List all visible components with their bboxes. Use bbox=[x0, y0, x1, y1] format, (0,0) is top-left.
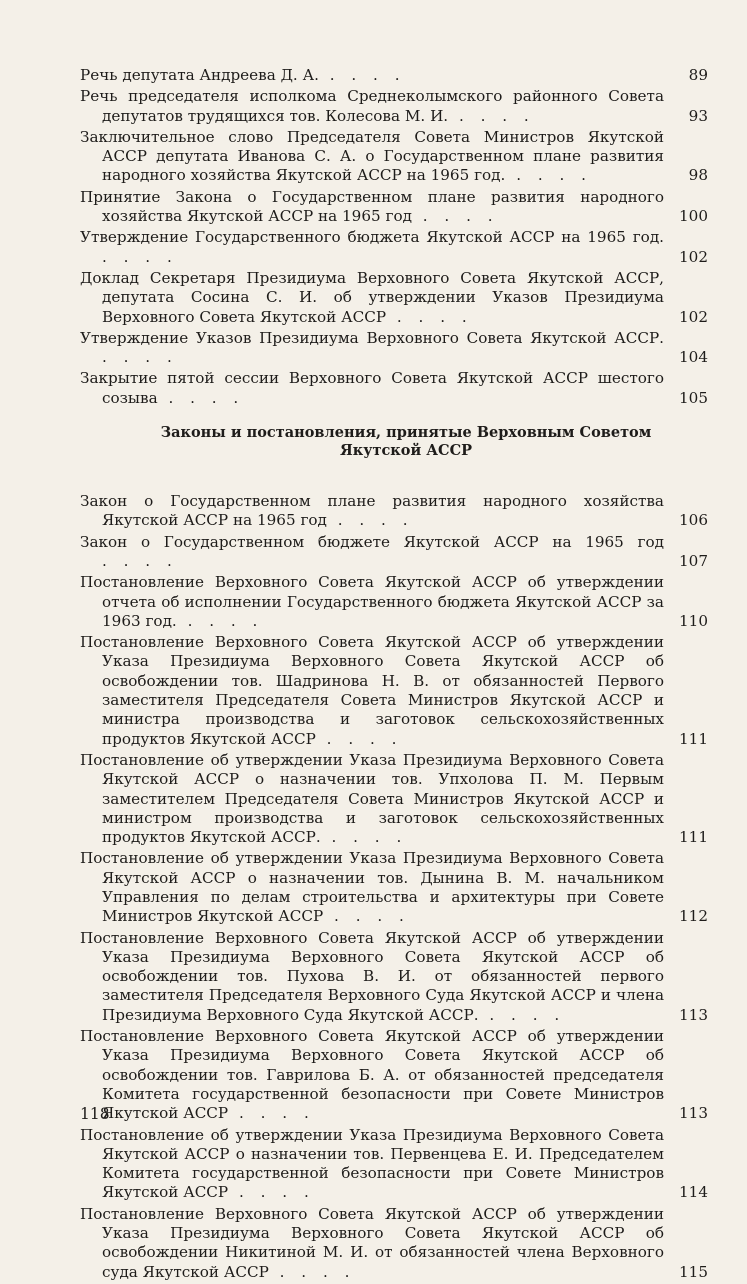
toc-entry bbox=[80, 66, 712, 85]
toc-entry bbox=[80, 1126, 712, 1203]
toc-entry bbox=[80, 188, 712, 227]
table-of-contents bbox=[80, 66, 712, 1284]
toc-entry-title: Постановление об утверждении Указа Президиума Верховного Совета Якутской АССР о назначении тов. Первенцева Е. И. Председателем Комитета государственной безопасности при Совете Министров Якутской АССР bbox=[80, 1125, 664, 1202]
toc-entry-page: 111 bbox=[679, 729, 708, 748]
toc-entry-title: Доклад Секретаря Президиума Верховного Совета Якутской АССР, депутата Сосина С. И. об утверждении Указов Президиума Верховного Совета Якутской АССР bbox=[80, 268, 664, 326]
dot-leader: . . . . bbox=[505, 166, 592, 185]
dot-leader: . . . . bbox=[326, 511, 414, 530]
toc-entry-page: 93 bbox=[688, 106, 708, 125]
toc-entry-page: 115 bbox=[679, 1262, 708, 1281]
toc-entry-page: 107 bbox=[679, 551, 708, 570]
toc-entry-title: Заключительное слово Председателя Совета Министров Якутской АССР депутата Иванова С. А. о Государственном плане развития народного хозяйства Якутской АССР на 1965 год. bbox=[80, 127, 664, 185]
dot-leader: . . . . bbox=[315, 729, 403, 748]
toc-entry-page: 102 bbox=[679, 247, 708, 266]
dot-leader: . . . . bbox=[320, 828, 408, 847]
dot-leader: . . . . bbox=[411, 207, 499, 226]
toc-entry-title: Речь председателя исполкома Среднеколымского районного Совета депутатов трудящихся тов. Колесова М. И. bbox=[80, 87, 664, 125]
toc-entry bbox=[80, 228, 712, 267]
toc-entry-title: Принятие Закона о Государственном плане развития народного хозяйства Якутской АССР на 1965 год bbox=[80, 187, 664, 226]
toc-entry-title: Закон о Государственном плане развития народного хозяйства Якутской АССР на 1965 год bbox=[80, 492, 664, 530]
toc-entry bbox=[80, 1027, 712, 1123]
page-number: 118 bbox=[80, 1105, 110, 1123]
toc-entry-page: 113 bbox=[679, 1104, 708, 1123]
dot-leader: . . . . bbox=[448, 106, 535, 125]
toc-entry bbox=[80, 329, 712, 368]
toc-entry bbox=[80, 533, 712, 572]
toc-entry bbox=[80, 492, 712, 531]
toc-entry-title: Утверждение Указов Президиума Верховного Совета Якутской АССР. bbox=[80, 328, 664, 347]
toc-entry-title: Постановление Верховного Совета Якутской АССР об утверждении Указа Президиума Верховного Совета Якутской АССР об освобождении тов. Шадринова Н. В. от обязанностей Первого заместителя Председателя Совета Министров Якутской АССР и министра производства и заготовок сельскохозяйственных продуктов Якутской АССР bbox=[80, 633, 664, 748]
toc-entry bbox=[80, 1205, 712, 1282]
toc-entry-page: 100 bbox=[679, 207, 708, 226]
toc-entry-title: Закон о Государственном бюджете Якутской АССР на 1965 год bbox=[80, 532, 664, 551]
toc-entry-page: 114 bbox=[679, 1183, 708, 1202]
toc-entry bbox=[80, 128, 712, 186]
dot-leader: . . . . bbox=[157, 388, 245, 407]
toc-entry-page: 102 bbox=[679, 307, 708, 326]
dot-leader: . . . . bbox=[102, 247, 178, 266]
toc-entry-title: Постановление Верховного Совета Якутской АССР об утверждении Указа Президиума Верховного Совета Якутской АССР об освобождении тов. Гаврилова Б. А. от обязанностей председателя Комитета государственной безопасности при Совете Министров Якутской АССР bbox=[80, 1027, 664, 1123]
toc-entry-page: 105 bbox=[679, 388, 708, 407]
toc-entry bbox=[80, 849, 712, 926]
toc-entry bbox=[80, 369, 712, 408]
toc-entry bbox=[80, 929, 712, 1025]
toc-entry-title: Постановление Верховного Совета Якутской АССР об утверждении Указа Президиума Верховного Совета Якутской АССР об освобождении тов. Пухова В. И. от обязанностей первого заместителя Председателя Верховного Суда Якутской АССР и члена Президиума Верховного Суда Якутской АССР. bbox=[80, 928, 664, 1024]
toc-entry bbox=[80, 269, 712, 327]
toc-list-proceedings bbox=[80, 66, 712, 408]
dot-leader: . . . . bbox=[102, 551, 178, 570]
toc-entry-title: Постановление об утверждении Указа Президиума Верховного Совета Якутской АССР о назначении тов. Упхолова П. М. Первым заместителем Председателя Совета Министров Якутской АССР и министром производства и заготовок сельскохозяйственных продуктов Якутской АССР. bbox=[80, 750, 664, 847]
toc-entry-page: 111 bbox=[679, 828, 708, 847]
toc-entry-title: Утверждение Государственного бюджета Якутской АССР на 1965 год. bbox=[80, 228, 664, 247]
toc-entry bbox=[80, 87, 712, 126]
dot-leader: . . . . bbox=[323, 907, 410, 926]
dot-leader: . . . . bbox=[228, 1104, 315, 1123]
toc-list-laws bbox=[80, 492, 712, 1282]
toc-entry-title: Постановление Верховного Совета Якутской АССР об утверждении отчета об исполнении Государственного бюджета Якутской АССР за 1963 год. bbox=[80, 573, 664, 630]
dot-leader: . . . . bbox=[176, 611, 264, 630]
toc-entry-title: Речь депутата Андреева Д. А. bbox=[80, 66, 319, 84]
toc-entry-title: Закрытие пятой сессии Верховного Совета Якутской АССР шестого созыва bbox=[80, 369, 664, 407]
toc-entry-page: 104 bbox=[679, 348, 708, 367]
toc-entry bbox=[80, 633, 712, 749]
toc-entry bbox=[80, 751, 712, 847]
toc-entry-title: Постановление об утверждении Указа Президиума Верховного Совета Якутской АССР о назначении тов. Дынина В. М. начальником Управления по делам строительства и архитектуры при Совете Министров Якутской АССР bbox=[80, 849, 664, 926]
toc-entry-page: 98 bbox=[688, 166, 708, 185]
dot-leader: . . . . bbox=[268, 1262, 356, 1281]
toc-entry-page: 89 bbox=[688, 66, 708, 84]
dot-leader: . . . . bbox=[102, 348, 178, 367]
toc-entry-page: 106 bbox=[679, 511, 708, 530]
dot-leader: . . . . bbox=[318, 66, 406, 84]
toc-entry bbox=[80, 573, 712, 631]
dot-leader: . . . . bbox=[386, 307, 473, 326]
toc-entry-title: Постановление Верховного Совета Якутской АССР об утверждении Указа Президиума Верховного Совета Якутской АССР об освобождении Никитиной М. И. от обязанностей члена Верховного суда Якутской АССР bbox=[80, 1204, 664, 1281]
section-title: Законы и постановления, принятые Верховным Советом Якутской АССР bbox=[160, 424, 652, 460]
dot-leader: . . . . bbox=[228, 1183, 315, 1202]
toc-entry-page: 113 bbox=[679, 1005, 708, 1024]
dot-leader: . . . . bbox=[478, 1005, 566, 1024]
toc-entry-page: 110 bbox=[679, 611, 708, 630]
toc-entry-page: 112 bbox=[679, 907, 708, 926]
